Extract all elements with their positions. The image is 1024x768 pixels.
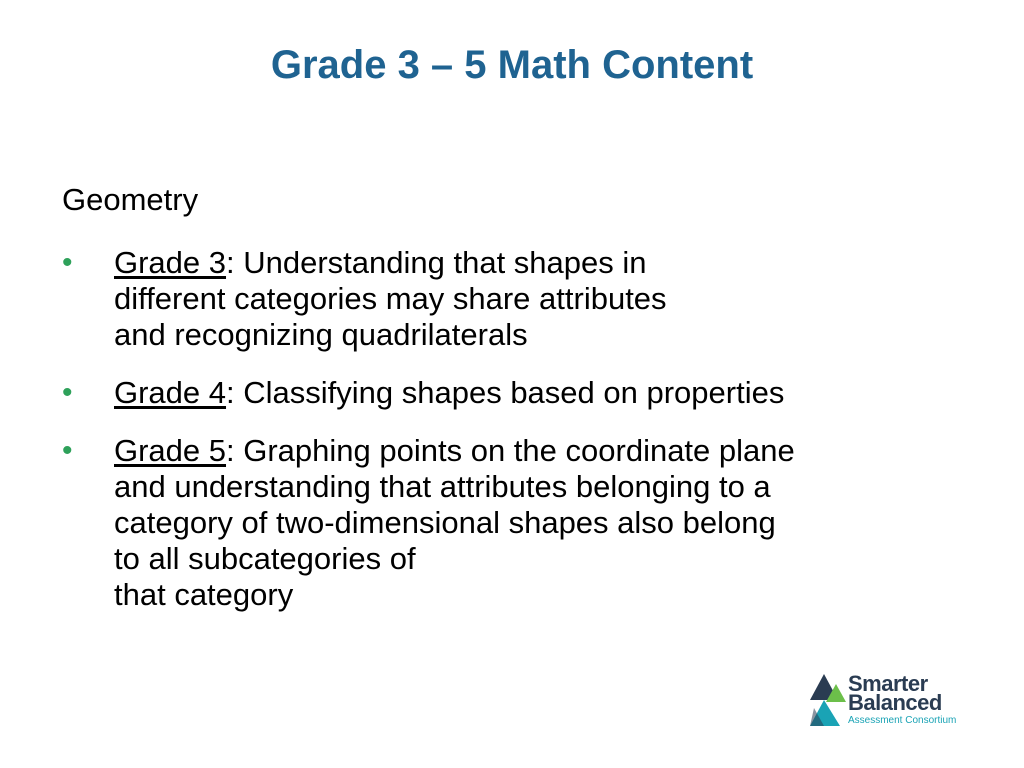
bullet-dot-icon: • [62, 434, 73, 467]
bullet-line: different categories may share attributes [114, 281, 667, 316]
bullet-dot-icon: • [62, 246, 73, 279]
grade-label: Grade 5 [114, 433, 227, 468]
bullet-line [114, 375, 972, 411]
bullet-item-grade-4 [62, 375, 972, 411]
grade-label: Grade 3 [114, 245, 227, 280]
bullet-item-grade-3 [62, 245, 972, 353]
slide-title: Grade 3 – 5 Math Content [270, 43, 754, 87]
bullet-line: to all subcategories of [114, 541, 416, 576]
bullet-line: that category [114, 577, 294, 612]
logo-tagline: Assessment Consortium [848, 715, 957, 726]
smarter-balanced-logo [810, 668, 990, 728]
grade-label: Grade 4 [114, 375, 227, 410]
bullet-text: : Classifying shapes based on properties [226, 375, 785, 410]
logo-text-balanced: Balanced [848, 690, 942, 715]
bullet-dot-icon: • [62, 376, 73, 409]
bullet-list [62, 245, 972, 613]
logo-triangles-icon [810, 670, 846, 726]
bullet-text: : Understanding that shapes in [226, 245, 647, 280]
bullet-line: category of two-dimensional shapes also belong [114, 505, 776, 540]
bullet-text: : Graphing points on the coordinate plane [226, 433, 795, 468]
bullet-line [114, 245, 972, 281]
bullet-item-grade-5 [62, 433, 972, 613]
bullet-line: and understanding that attributes belonging to a [114, 469, 771, 504]
bullet-line: and recognizing quadrilaterals [114, 317, 528, 352]
bullet-line [114, 433, 972, 469]
section-heading: Geometry [62, 182, 199, 217]
logo-text-smarter: Smarter [848, 671, 928, 696]
